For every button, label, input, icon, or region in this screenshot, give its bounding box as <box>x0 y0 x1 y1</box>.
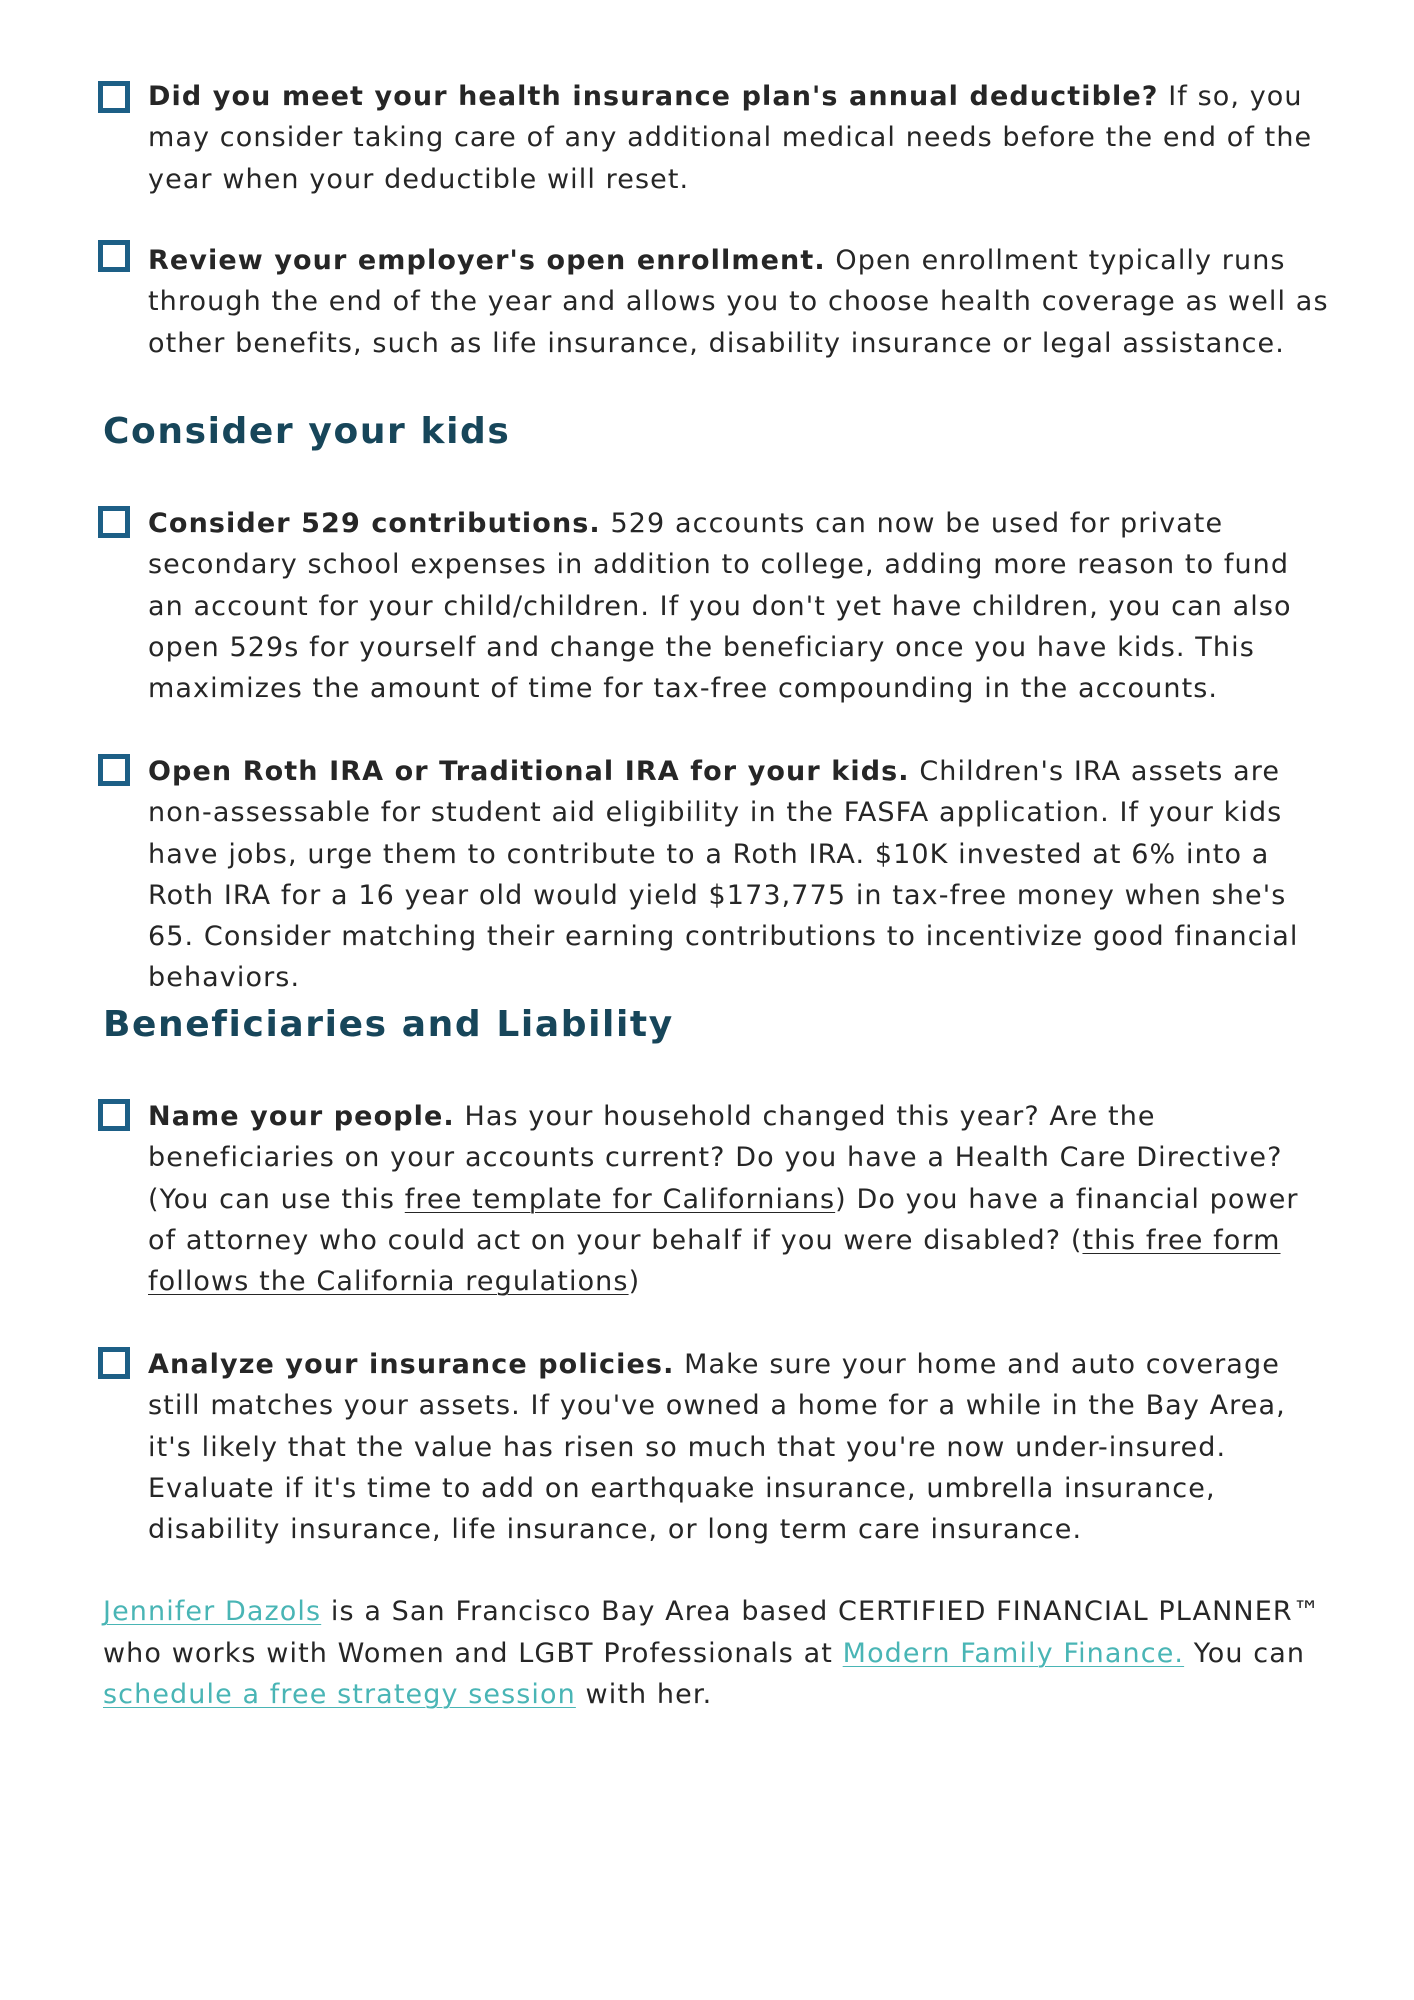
item-text-end: ) <box>628 1266 641 1298</box>
checklist-item-name-your-people <box>148 1096 1333 1302</box>
item-text: Open enrollment typically runs through the end of the year and allows you to choose health coverage as well as other benefits, such as life insurance, disability insurance or legal assistance. <box>148 245 1329 359</box>
bio-text: is a San Francisco Bay Area based CERTIFIED FINANCIAL PLANNER™ who works with Women and LGBT Professionals at <box>103 1596 1321 1669</box>
section-heading-beneficiaries: Beneficiaries and Liability <box>103 1004 674 1045</box>
item-title: Consider 529 contributions. <box>148 508 601 539</box>
item-text: If so, you may consider taking care of any additional medical needs before the end of the year when your deductible will reset. <box>148 81 1313 195</box>
item-title: Analyze your insurance policies. <box>148 1349 675 1380</box>
item-title: Open Roth IRA or Traditional IRA for your kids. <box>148 756 910 787</box>
checklist-item-deductible <box>148 76 1333 200</box>
schedule-session-link[interactable]: schedule a free strategy session <box>103 1679 576 1710</box>
author-link[interactable]: Jennifer Dazols <box>103 1596 322 1627</box>
company-link[interactable]: Modern Family Finance. <box>842 1637 1185 1669</box>
bio-text-end: with her. <box>575 1679 713 1710</box>
item-text: 529 accounts can now be used for private secondary school expenses in addition to college, adding more reason to fund an account for your child/children. If you don't yet have children, you can also open 529s for yourself and change the beneficiary once you have kids. This maximizes the amount of time for tax-free compounding in the accounts. <box>148 508 1292 705</box>
power-of-attorney-form-link[interactable]: this free form follows the California regulations <box>148 1224 1281 1298</box>
author-bio <box>103 1591 1338 1716</box>
checklist-item-roth-ira <box>148 751 1333 999</box>
checklist-item-529 <box>148 503 1333 709</box>
item-text: Has your household changed this year? Are the beneficiaries on your accounts current? Do you have a Health Care Directive? (You can use this <box>148 1101 1283 1215</box>
checklist-item-open-enrollment <box>148 240 1333 364</box>
checkbox-name-your-people[interactable] <box>98 1099 130 1131</box>
checkbox-open-enrollment[interactable] <box>98 240 130 272</box>
item-title: Name your people. <box>148 1101 455 1132</box>
checklist-item-insurance-policies <box>148 1344 1333 1550</box>
section-heading-kids: Consider your kids <box>103 411 511 452</box>
checkbox-roth-ira[interactable] <box>98 754 130 786</box>
item-text: Children's IRA assets are non-assessable for student aid eligibility in the FASFA application. If your kids have jobs, urge them to contribute to a Roth IRA. $10K invested at 6% into a Roth IRA for a 16 year old would yield $173,775 in tax-free money when she's 65. Consider matching their earning contributions to incentivize good financial behaviors. <box>148 756 1299 994</box>
checkbox-deductible[interactable] <box>98 81 130 113</box>
checkbox-insurance-policies[interactable] <box>98 1347 130 1379</box>
item-text: Make sure your home and auto coverage still matches your assets. If you've owned a home for a while in the Bay Area, it's likely that the value has risen so much that you're now under-insured. Evaluate if it's time to add on earthquake insurance, umbrella insurance, disability insurance, life insurance, or long term care insurance. <box>148 1349 1286 1546</box>
checkbox-529[interactable] <box>98 506 130 538</box>
bio-text-continued: You can <box>1184 1637 1306 1669</box>
item-title: Did you meet your health insurance plan's annual deductible? <box>148 81 1159 112</box>
item-text-continued: ) Do you have a financial power of attorney who could act on your behalf if you were disabled? ( <box>148 1183 1299 1256</box>
item-title: Review your employer's open enrollment. <box>148 245 826 276</box>
health-care-directive-link[interactable]: free template for Californians <box>404 1183 836 1215</box>
